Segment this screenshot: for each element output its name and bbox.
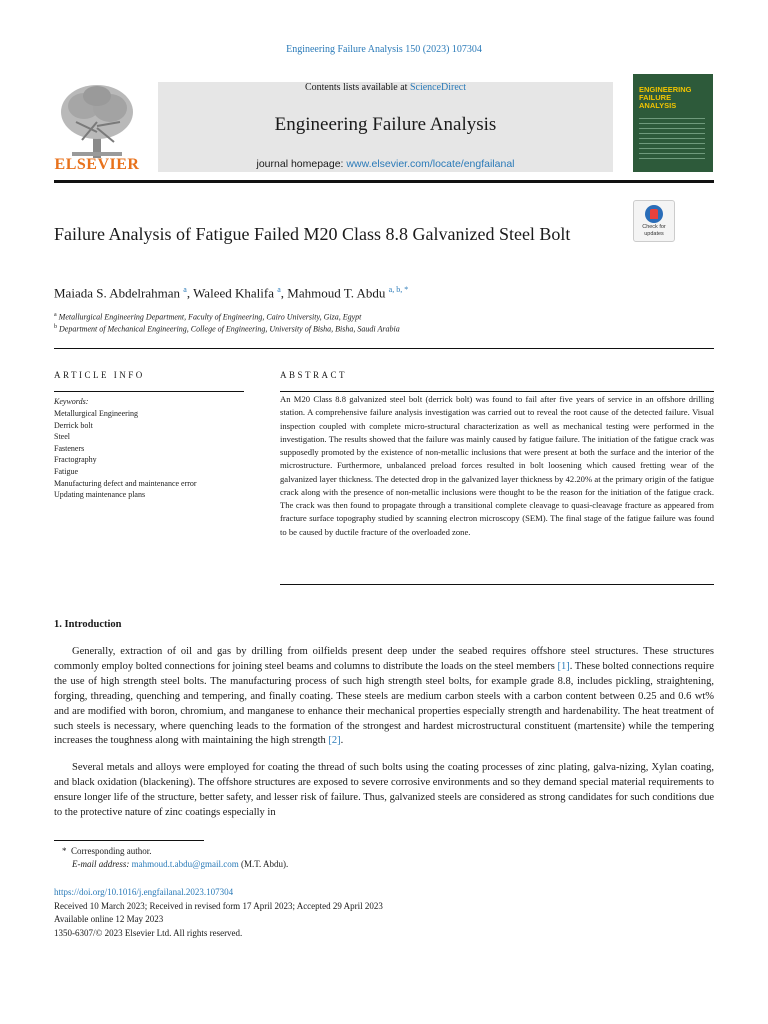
affiliation: $^b$ Department of Mechanical Engineering, College of Engineering, University of Bisha, Bisha, Saudi Arabia [54, 324, 400, 334]
journal-homepage-link[interactable]: www.elsevier.com/locate/engfailanal [346, 158, 515, 170]
doi-link[interactable]: https://doi.org/10.1016/j.engfailanal.2023.107304 [54, 887, 234, 897]
received-dates: Received 10 March 2023; Received in revised form 17 April 2023; Accepted 29 April 2023 [54, 901, 383, 911]
affiliation: $^a$ Metallurgical Engineering Department, Faculty of Engineering, Cairo University, Giza, Egypt [54, 312, 362, 322]
author-list: Maiada S. Abdelrahman $^a$, Waleed Khalifa $^a$, Mahmoud T. Abdu $^{a, b, *}$ [54, 285, 409, 301]
cover-title-line: ANALYSIS [639, 101, 677, 110]
keywords-label: Keywords: [54, 397, 89, 406]
author-affiliation-mark[interactable]: a, b, * [388, 285, 409, 294]
author-name[interactable]: Mahmoud T. Abdu [287, 285, 386, 301]
check-for-updates-badge[interactable] [633, 200, 675, 242]
elsevier-wordmark: ELSEVIER [54, 156, 140, 173]
journal-homepage-line [158, 158, 613, 170]
abstract-divider-bottom [280, 584, 714, 585]
title-divider [54, 348, 714, 349]
author-name[interactable]: Waleed Khalifa [193, 285, 274, 301]
journal-title: Engineering Failure Analysis [274, 114, 497, 135]
contents-available-line [158, 82, 613, 93]
contents-prefix: Contents lists available at [304, 82, 410, 93]
article-info-heading: ARTICLE INFO [54, 370, 145, 380]
header-divider [54, 180, 714, 183]
keyword: Fractography [54, 455, 97, 465]
author-affiliation-mark[interactable]: a [183, 285, 187, 294]
homepage-prefix: journal homepage: [256, 158, 347, 170]
author-email-link[interactable]: mahmoud.t.abdu@gmail.com [131, 859, 239, 869]
abstract-heading: ABSTRACT [280, 370, 348, 380]
abstract-text: An M20 Class 8.8 galvanized steel bolt (derrick bolt) was found to fail after five years of service in an offshore drilling station. A comprehensive failure analysis investigation was carried out to reveal the root cause of the detected failure. Visual inspection coupled with complete micro-structural characterization as well as mechanical testing were performed in the investigation. The results showed that the failure was mainly caused by fatigue failure. The initiation of the fatigue crack was supposedly promoted by the existence of non-metallic inclusions that were present at both the surface and the interior of the microstructure. Furthermore, unbalanced preload forces resulted in bolt loosening which caused fretting wear of the galvanized layer thickness. The detected drop in the galvanized layer thickness by 42.20% at the primary origin of the fatigue crack along with the presence of non-metallic inclusions were thought to be the reason for the initiation of the fatigue crack. The crack was then found to propagate through a transitional complete cleavage to quasi-cleavage fracture as appeared from fracture surface topography studied by scanning electron microscopy (SEM). The final stage of the fatigue failure was found to be caused by ductile fracture of the overloaded zone. [280, 394, 714, 537]
journal-cover-image[interactable] [633, 74, 713, 172]
introduction-paragraph: Generally, extraction of oil and gas by drilling from oilfields present deep under the seabed requires offshore steel structures. These structures commonly employ bolted connections for joining steel beams and columns to distribute the loads on the steel members [1]. These bolted connections require the use of high strength steel bolts. The manufacturing process of such high strength steel bolts, for example grade 8.8, includes pickling, straightening, forging, threading, quenching and tempering, and finally coating. These steels are medium carbon steels with a carbon content between 0.25 and 0.6 wt% and are modified with boron, chromium, and manganese to enhance their mechanical properties especially strength and hardenability. The heat treatment of such steels is necessary, where quenching leads to the formation of the strongest and hardest microstructural constituent (martensite) while the tempering increases the toughness along with maintaining the high strength [2]. [54, 646, 714, 747]
author-affiliation-mark[interactable]: a [277, 285, 281, 294]
copyright-notice: 1350-6307/© 2023 Elsevier Ltd. All rights reserved. [54, 928, 243, 938]
bookmark-icon [645, 205, 663, 223]
article-title: Failure Analysis of Fatigue Failed M20 Class 8.8 Galvanized Steel Bolt [54, 224, 571, 244]
sciencedirect-link[interactable]: ScienceDirect [409, 82, 467, 93]
article-info-divider [54, 391, 244, 392]
cover-title-line: ENGINEERING [639, 85, 692, 94]
author-name[interactable]: Maiada S. Abdelrahman [54, 285, 180, 301]
abstract-divider-top [280, 391, 714, 392]
keywords-list [54, 408, 197, 501]
keyword: Fasteners [54, 443, 85, 453]
introduction-paragraph: Several metals and alloys were employed for coating the thread of such bolts using the coating processes of zinc plating, galva-nizing, Xylan coating, and black oxidation (blackening). The offshore structures are exposed to severe corrosive environments and so they demand special material requirements to ensure longer life of the structure, better safety, and lesser risk of failure. Thus, galvanized steels are considered as strong candidates for such conditions due to the protective nature of zinc coatings especially in [54, 762, 714, 818]
cover-decoration [639, 118, 705, 163]
keyword: Updating maintenance plans [54, 490, 146, 500]
reference-link[interactable]: [1] [557, 660, 570, 672]
keyword: Manufacturing defect and maintenance error [54, 478, 197, 488]
email-note: E-mail address: mahmoud.t.abdu@gmail.com (M.T. Abdu). [72, 859, 289, 869]
footnote-divider [54, 840, 204, 841]
cover-title-line: FAILURE [639, 93, 672, 102]
available-online-date: Available online 12 May 2023 [54, 914, 164, 924]
reference-link[interactable]: [2] [328, 735, 341, 747]
keyword: Metallurgical Engineering [54, 409, 139, 418]
keyword: Fatigue [54, 466, 78, 476]
keyword: Derrick bolt [54, 420, 93, 430]
corresponding-author-note: * Corresponding author. [62, 846, 152, 856]
introduction-heading: 1. Introduction [54, 619, 122, 630]
journal-reference-link[interactable]: Engineering Failure Analysis 150 (2023) 107304 [286, 44, 482, 55]
badge-label: Check for updates [642, 224, 666, 237]
keyword: Steel [54, 432, 70, 442]
cover-title [639, 86, 692, 110]
